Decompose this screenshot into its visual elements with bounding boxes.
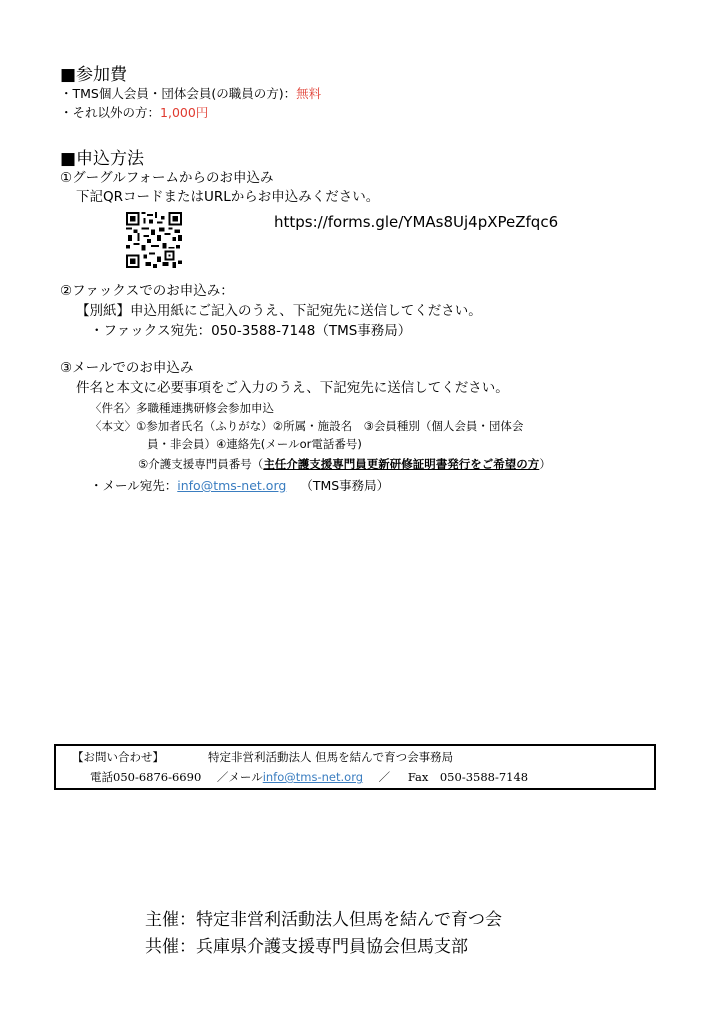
organizer: 主催：特定非営利活動法人但馬を結んで育つ会 <box>145 910 502 930</box>
contact-separator: ／ <box>378 770 391 784</box>
mail-body-line2: 員・非会員）④連絡先(メールor電話番号) <box>147 437 362 451</box>
fee-member-line <box>60 84 321 102</box>
mail-destination <box>90 476 389 494</box>
contact-tel: 電話050-6876-6690 <box>90 770 202 784</box>
mail-body-line3-suffix: ） <box>539 457 551 471</box>
mail-desc: 件名と本文に必要事項をご入力のうえ、下記宛先に送信してください。 <box>76 380 509 396</box>
fee-other-line <box>60 103 208 121</box>
contact-box <box>54 744 656 790</box>
mail-body-line1: 〈本文〉①参加者氏名（ふりがな）②所属・施設名 ③会員種別（個人会員・団体会 <box>90 419 524 433</box>
contact-org: 特定非営利活動法人 但馬を結んで育つ会事務局 <box>208 750 454 764</box>
qr-code-icon[interactable] <box>126 212 182 268</box>
cosponsor: 共催：兵庫県介護支援専門員協会但馬支部 <box>145 937 468 957</box>
mail-destination-suffix: （TMS事務局） <box>300 478 390 493</box>
mail-title: ③メールでのお申込み <box>60 360 194 376</box>
mail-body-line3-bold: 主任介護支援専門員更新研修証明書発行をご希望の方 <box>263 457 540 471</box>
mail-body-line3-prefix: ⑤介護支援専門員番号（ <box>138 457 264 471</box>
google-form-url[interactable]: https://forms.gle/YMAs8Uj4pXPeZfqc6 <box>274 213 559 231</box>
google-desc: 下記QRコードまたはURLからお申込みください。 <box>76 189 380 205</box>
contact-mail-prefix: ／メール <box>216 770 263 784</box>
contact-fax: Fax 050-3588-7148 <box>407 770 529 784</box>
fee-other-value: 1,000円 <box>160 105 209 120</box>
contact-mail-link[interactable]: info@tms-net.org <box>262 770 364 784</box>
fee-heading: ■参加費 <box>60 65 128 85</box>
fax-title: ②ファックスでのお申込み： <box>60 283 234 299</box>
apply-heading: ■申込方法 <box>60 149 145 169</box>
fax-desc: 【別紙】申込用紙にご記入のうえ、下記宛先に送信してください。 <box>76 303 482 319</box>
fee-member-value: 無料 <box>296 86 322 101</box>
google-title: ①グーグルフォームからのお申込み <box>60 170 274 186</box>
mail-subject: 〈件名〉多職種連携研修会参加申込 <box>90 401 274 415</box>
mail-destination-label: ・メール宛先： <box>90 478 178 493</box>
contact-line2 <box>90 769 528 785</box>
contact-label: 【お問い合わせ】 <box>72 750 164 764</box>
fee-other-label: ・それ以外の方： <box>60 105 161 120</box>
fax-destination: ・ファックス宛先：050-3588-7148（TMS事務局） <box>90 323 412 339</box>
mail-body-line3 <box>138 456 551 472</box>
fee-member-label: ・TMS個人会員・団体会員(の職員の方)： <box>60 86 297 101</box>
mail-destination-email-link[interactable]: info@tms-net.org <box>177 478 287 493</box>
